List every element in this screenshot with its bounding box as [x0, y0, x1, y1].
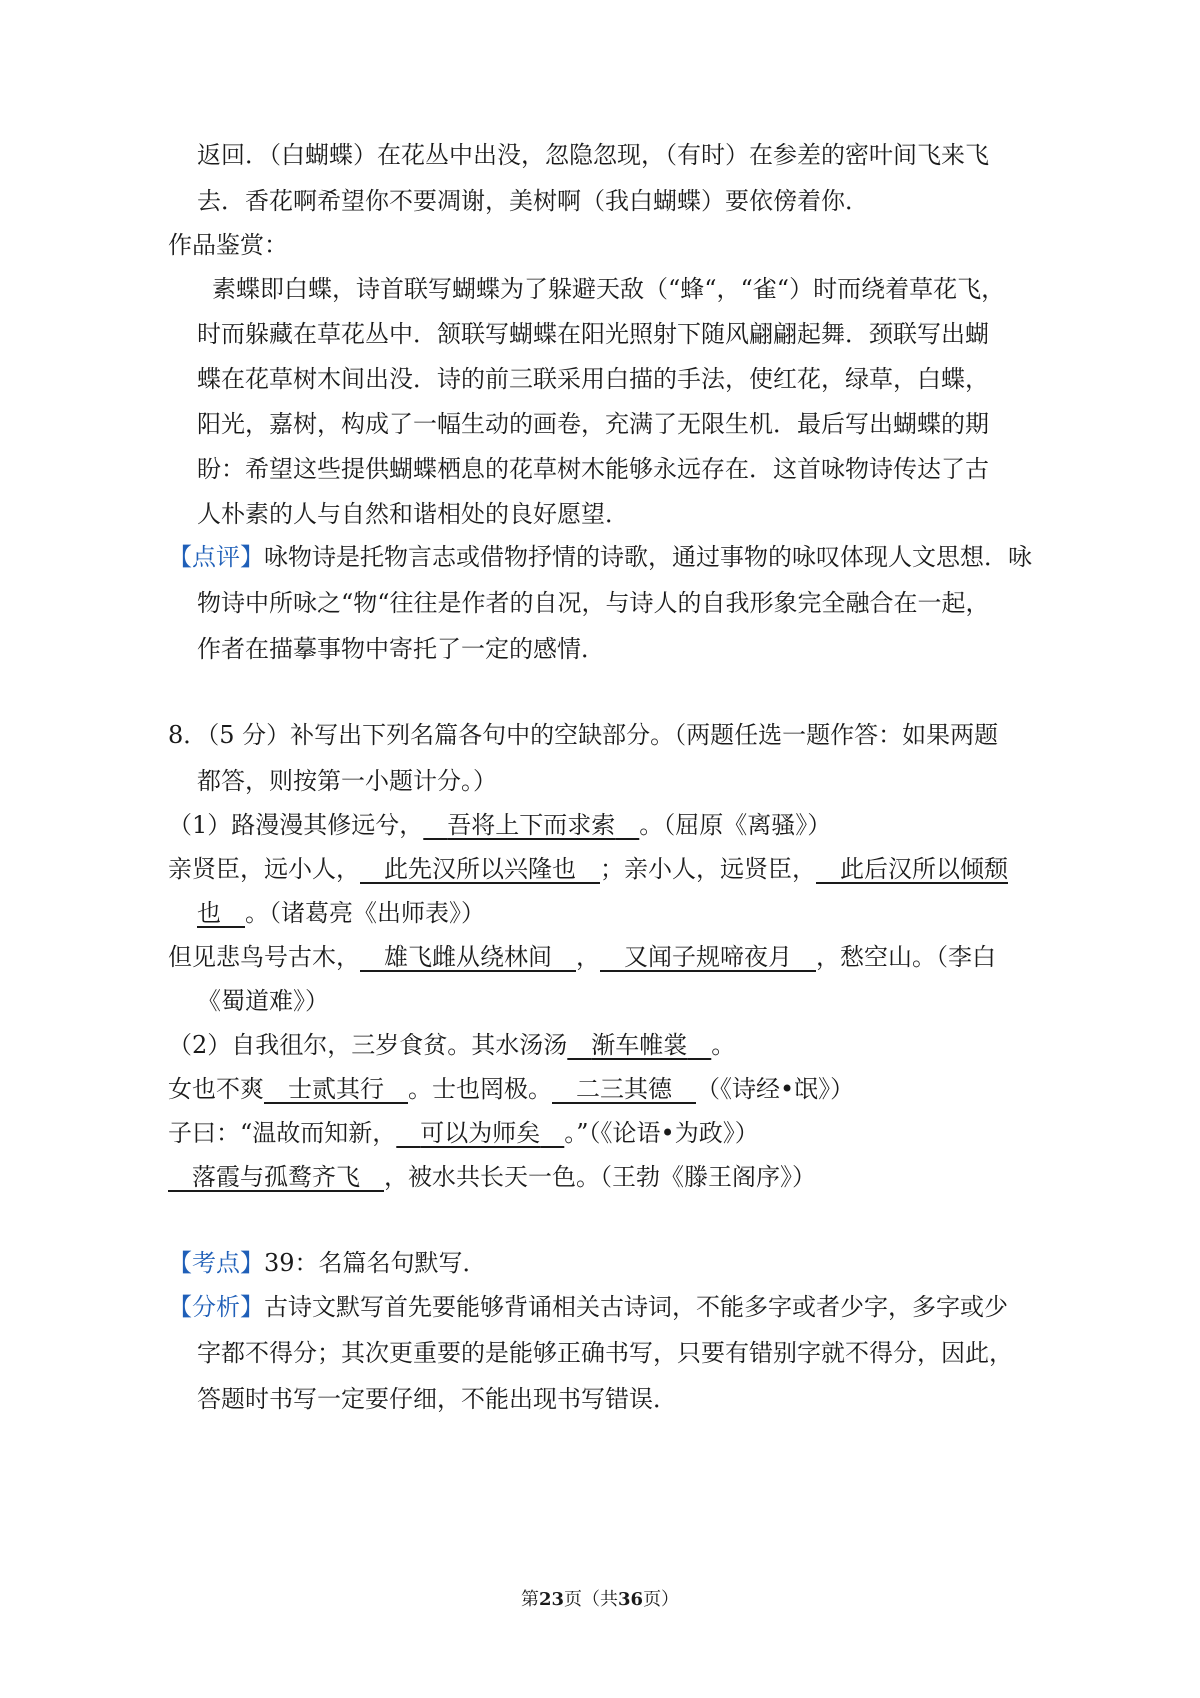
- footer-suffix: 页）: [643, 1589, 680, 1610]
- answer-b2-fill-2-text: 二三其德: [576, 1075, 672, 1103]
- kaodian-text: 39：名篇名句默写．: [264, 1249, 487, 1277]
- appreciation-line-2: 时而躲藏在草花丛中．颔联写蝴蝶在阳光照射下随风翩翩起舞．颈联写出蝴: [197, 320, 989, 348]
- answer-b2-suffix: （《诗经•氓》）: [696, 1075, 855, 1103]
- appreciation-line-6: 人朴素的人与自然和谐相处的良好愿望．: [197, 500, 629, 528]
- answer-3-source: 《蜀道难》）: [197, 987, 329, 1015]
- footer-prefix: 第: [520, 1589, 539, 1610]
- answer-1-suffix: 。（屈原《离骚》）: [639, 811, 832, 839]
- answer-2-middle: ；亲小人，远贤臣，: [600, 855, 816, 883]
- answer-b3-prefix: 子曰：“温故而知新，: [168, 1119, 397, 1147]
- fenxi-line-1: [168, 1292, 1008, 1322]
- kaodian-tag: 【考点】: [168, 1249, 264, 1277]
- answer-3-fill-1: [360, 943, 576, 971]
- answer-3-middle: ，: [576, 943, 600, 971]
- answer-3: [168, 942, 996, 972]
- answer-b2-middle: 。士也罔极。: [408, 1075, 552, 1103]
- answer-2: [168, 854, 1008, 884]
- answer-3-suffix: ，愁空山。（李白: [816, 943, 996, 971]
- comment-tag: 【点评】: [168, 543, 264, 571]
- kaodian-line: [168, 1248, 487, 1278]
- answer-1: [168, 810, 831, 840]
- answer-b4-fill-text: 落霞与孤鹜齐飞: [192, 1163, 360, 1191]
- answer-2-suffix: 。（诸葛亮《出师表》）: [245, 899, 485, 927]
- answer-3-fill-1-text: 雄飞雌从绕林间: [384, 943, 552, 971]
- answer-1-fill-text: 吾将上下而求索: [447, 811, 616, 839]
- answer-b1-fill-text: 渐车帷裳: [591, 1031, 688, 1059]
- answer-b1: [168, 1030, 735, 1060]
- answer-b2-fill-2: [552, 1075, 696, 1103]
- comment-line-1: [168, 542, 1032, 572]
- answer-b4-suffix: ，被水共长天一色。（王勃《滕王阁序》）: [384, 1163, 816, 1191]
- answer-b3-fill-text: 可以为师矣: [420, 1119, 541, 1147]
- fenxi-tag: 【分析】: [168, 1293, 264, 1321]
- translation-line-1: 返回．（白蝴蝶）在花丛中出没，忽隐忽现，（有时）在参差的密叶间飞来飞: [197, 141, 989, 169]
- fenxi-line-2: 字都不得分；其次更重要的是能够正确书写，只要有错别字就不得分，因此，: [197, 1339, 1013, 1367]
- appreciation-line-4: 阳光，嘉树，构成了一幅生动的画卷，充满了无限生机．最后写出蝴蝶的期: [197, 410, 989, 438]
- answer-3-prefix: 但见悲鸟号古木，: [168, 943, 360, 971]
- answer-b3-fill: [396, 1119, 564, 1147]
- answer-b3-suffix: 。”（《论语•为政》）: [564, 1119, 759, 1147]
- appreciation-heading: 作品鉴赏：: [168, 231, 288, 259]
- answer-1-prefix: （1）路漫漫其修远兮，: [168, 811, 424, 839]
- answer-2-fill-2a: [816, 855, 1008, 883]
- footer-page-number: 23: [538, 1589, 564, 1610]
- fenxi-line-3: 答题时书写一定要仔细，不能出现书写错误．: [197, 1385, 677, 1413]
- footer-middle: 页（共: [564, 1589, 618, 1610]
- comment-line-3: 作者在描摹事物中寄托了一定的感情．: [197, 635, 605, 663]
- answer-b1-fill: [567, 1031, 711, 1059]
- answer-2-fill-2a-text: 此后汉所以倾颓: [840, 855, 1008, 883]
- answer-3-fill-2: [600, 943, 816, 971]
- appreciation-line-5: 盼：希望这些提供蝴蝶栖息的花草树木能够永远存在．这首咏物诗传达了古: [197, 455, 989, 483]
- answer-2-prefix: 亲贤臣，远小人，: [168, 855, 360, 883]
- answer-2-fill-2b-text: 也: [197, 899, 221, 927]
- answer-b1-prefix: （2）自我徂尔，三岁食贫。其水汤汤: [168, 1031, 568, 1059]
- answer-3-fill-2-text: 又闻子规啼夜月: [624, 943, 792, 971]
- comment-line-2: 物诗中所咏之“物“往往是作者的自况，与诗人的自我形象完全融合在一起，: [197, 589, 990, 617]
- answer-b2-prefix: 女也不爽: [168, 1075, 264, 1103]
- answer-b4-fill: [168, 1163, 384, 1191]
- answer-b4: [168, 1162, 816, 1192]
- answer-2-fill-2b: [197, 899, 245, 927]
- page-footer: [0, 1588, 1200, 1612]
- answer-2-fill-1: [360, 855, 600, 883]
- answer-2-cont: [197, 898, 485, 928]
- translation-line-2: 去．香花啊希望你不要凋谢，美树啊（我白蝴蝶）要依傍着你．: [197, 187, 869, 215]
- answer-b2-fill-1: [264, 1075, 408, 1103]
- question-line-1: 8．（5 分）补写出下列名篇各句中的空缺部分。（两题任选一题作答：如果两题: [168, 721, 999, 749]
- comment-text-1: 咏物诗是托物言志或借物抒情的诗歌，通过事物的咏叹体现人文思想．咏: [264, 543, 1032, 571]
- answer-b1-suffix: 。: [711, 1031, 736, 1059]
- answer-b3: [168, 1118, 759, 1148]
- answer-b2: [168, 1074, 854, 1104]
- appreciation-line-3: 蝶在花草树木间出没．诗的前三联采用白描的手法，使红花，绿草，白蝶，: [197, 365, 989, 393]
- answer-b2-fill-1-text: 士贰其行: [288, 1075, 384, 1103]
- fenxi-text-1: 古诗文默写首先要能够背诵相关古诗词，不能多字或者少字，多字或少: [264, 1293, 1008, 1321]
- appreciation-line-1: 素蝶即白蝶，诗首联写蝴蝶为了躲避天敌（“蜂“，“雀“）时而绕着草花飞，: [212, 275, 1006, 303]
- footer-total-pages: 36: [618, 1589, 644, 1610]
- answer-1-fill: [423, 811, 639, 839]
- answer-2-fill-1-text: 此先汉所以兴隆也: [384, 855, 576, 883]
- question-line-2: 都答，则按第一小题计分。）: [197, 767, 497, 795]
